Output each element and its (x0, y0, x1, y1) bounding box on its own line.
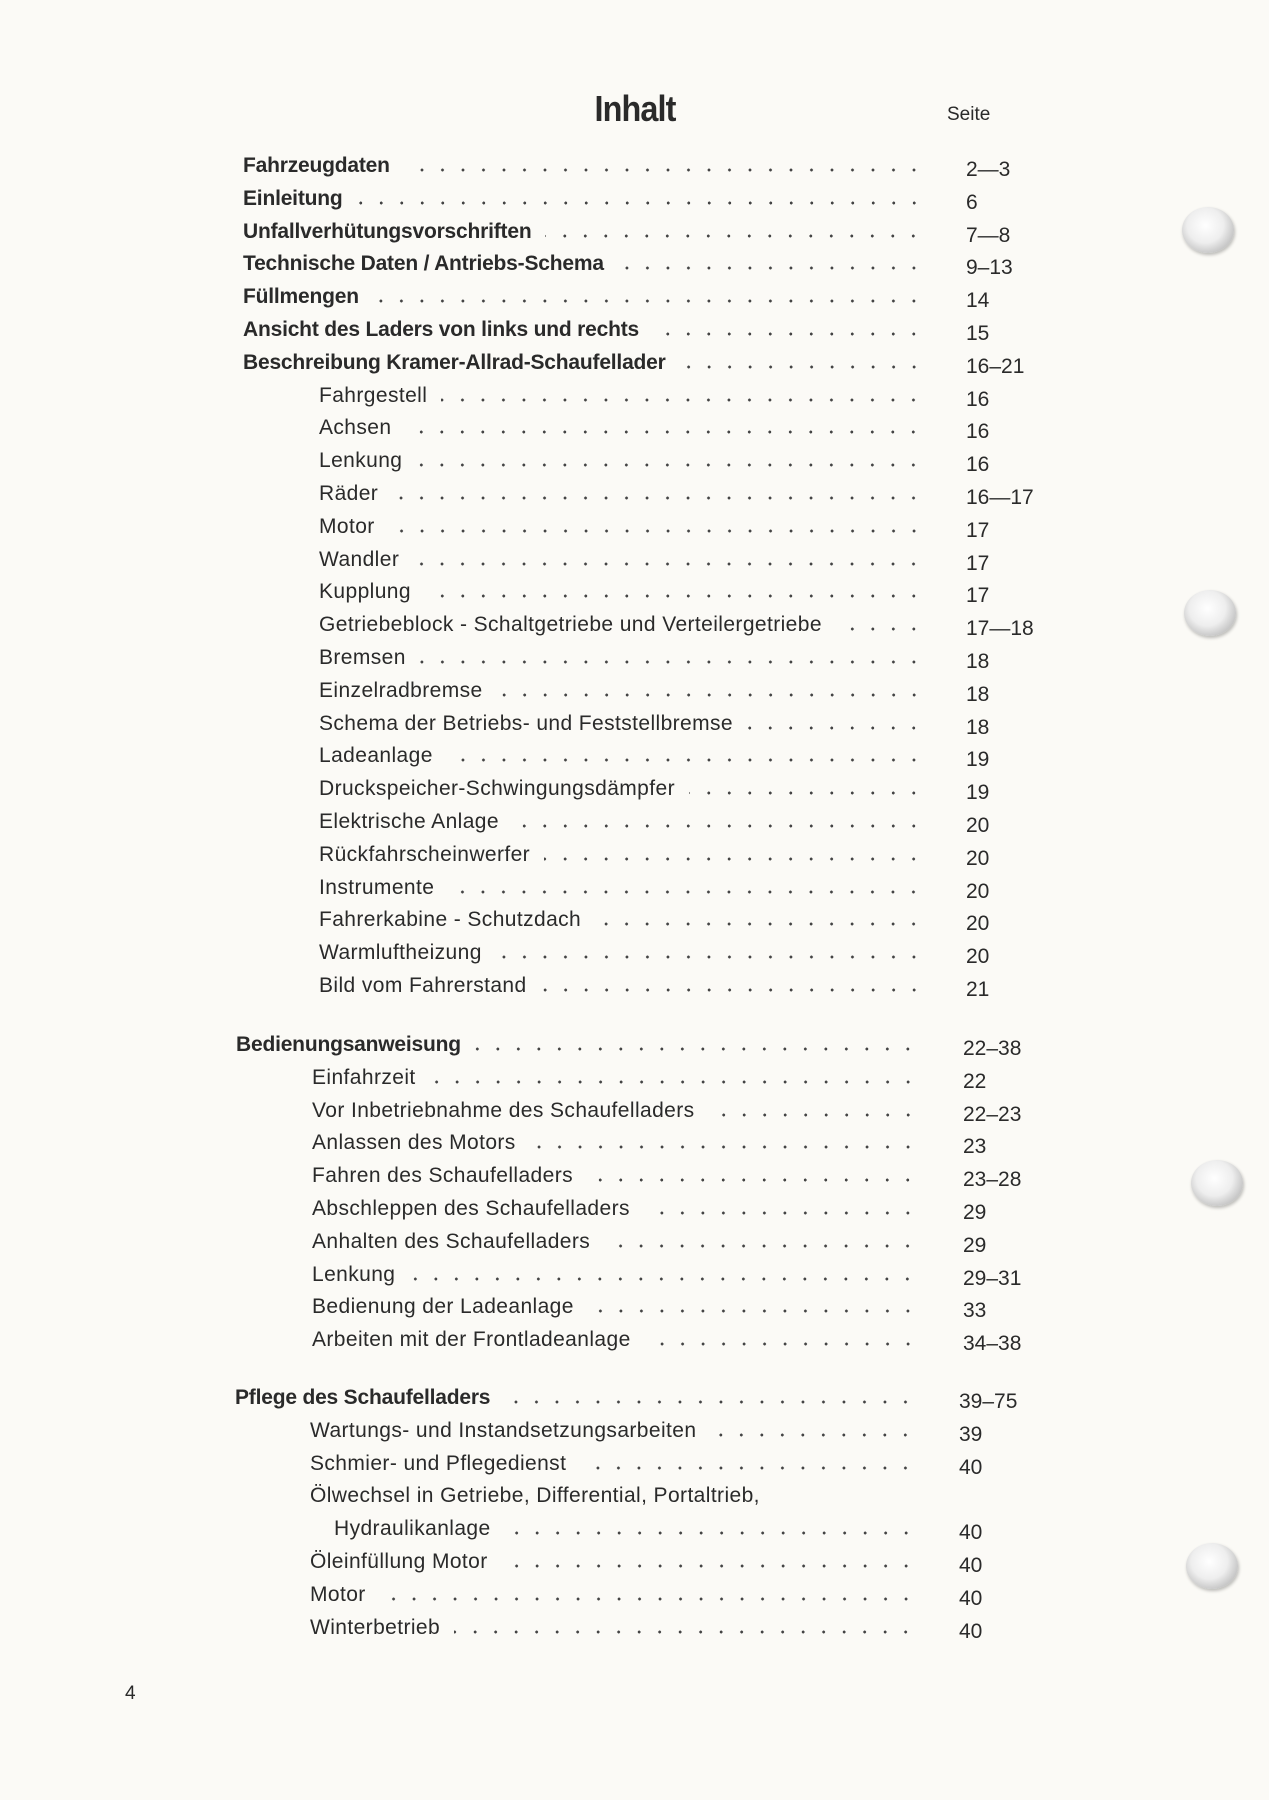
dot-leader (513, 823, 924, 829)
toc-heading (236, 1024, 1022, 1060)
toc-entry (312, 1221, 987, 1257)
entry-title: Ölwechsel in Getriebe, Differential, Portaltrieb, (310, 1484, 760, 1508)
entry-title: Kupplung (319, 580, 411, 604)
page-number: 4 (125, 1683, 136, 1704)
toc-entry (319, 375, 990, 411)
toc-entry (319, 637, 990, 673)
entry-pages: 18 (966, 650, 990, 673)
dot-leader (645, 1341, 918, 1347)
entry-pages: 20 (966, 879, 990, 903)
entry-title: Bild vom Fahrerstand (319, 974, 527, 997)
dot-leader (618, 265, 924, 271)
entry-pages: 17—18 (966, 617, 1034, 641)
dot-leader (710, 1432, 916, 1438)
toc-entry (319, 899, 990, 936)
entry-pages: 18 (966, 682, 990, 706)
toc-entry (319, 539, 990, 575)
toc-heading (235, 1377, 1018, 1413)
entry-pages: 34–38 (963, 1332, 1022, 1356)
toc-entry (319, 604, 1034, 641)
dot-leader (497, 692, 924, 698)
entry-pages: 39–75 (959, 1390, 1018, 1413)
entry-pages: 17 (966, 551, 990, 575)
dot-leader (836, 626, 924, 632)
dot-leader (587, 1177, 918, 1183)
toc-entry (319, 571, 990, 608)
entry-title: Einfahrzeit (312, 1065, 416, 1089)
entry-title: Schmier- und Pflegedienst (310, 1451, 567, 1475)
punch-hole (1182, 207, 1234, 253)
dot-leader (689, 790, 924, 796)
dot-leader (544, 856, 924, 862)
dot-leader (653, 331, 924, 337)
entry-title: Ansicht des Laders von links und rechts (243, 318, 639, 341)
dot-leader (430, 1079, 918, 1085)
entry-title: Unfallverhütungsvorschriften (243, 219, 532, 243)
entry-pages: 16 (966, 453, 990, 477)
entry-pages: 33 (963, 1299, 987, 1323)
entry-pages: 22 (963, 1069, 987, 1093)
entry-pages: 20 (966, 912, 990, 936)
toc-entry (319, 735, 990, 772)
entry-pages: 6 (966, 190, 978, 214)
dot-leader (545, 233, 924, 239)
dot-leader (380, 1596, 916, 1602)
toc-heading (243, 211, 1011, 247)
entry-title: Vor Inbetriebnahme des Schaufelladers (312, 1098, 695, 1122)
punch-hole (1184, 590, 1236, 636)
dot-leader (447, 757, 924, 763)
toc-entry (319, 506, 990, 542)
toc-entry (310, 1443, 983, 1479)
entry-pages: 23–28 (963, 1168, 1022, 1192)
dot-leader (505, 1530, 916, 1536)
entry-title: Schema der Betriebs- und Feststellbremse (319, 711, 734, 735)
entry-pages: 22–23 (963, 1102, 1022, 1126)
entry-title: Druckspeicher-Schwingungsdämpfer (319, 777, 675, 801)
entry-pages: 40 (959, 1455, 983, 1479)
entry-pages: 20 (966, 945, 990, 969)
dot-leader (502, 1563, 916, 1569)
entry-title: Rückfahrscheinwerfer (319, 842, 531, 866)
entry-pages: 29 (963, 1201, 987, 1224)
dot-leader (496, 954, 924, 960)
toc-entry (312, 1188, 987, 1224)
dot-leader (373, 298, 924, 304)
entry-pages: 29–31 (963, 1266, 1022, 1290)
entry-title: Achsen (319, 416, 392, 440)
toc-entry (319, 407, 990, 444)
entry-title: Getriebeblock - Schaltgetriebe und Verteilergetriebe (319, 613, 822, 637)
entry-title: Hydraulikanlage (334, 1517, 491, 1541)
entry-title: Lenkung (319, 449, 403, 473)
entry-pages: 16 (966, 420, 990, 444)
toc-entry (312, 1122, 987, 1159)
dot-leader (413, 561, 924, 567)
dot-leader (709, 1112, 918, 1118)
dot-leader (541, 987, 924, 993)
dot-leader (644, 1210, 918, 1216)
toc-entry (319, 801, 990, 837)
toc-entry (319, 703, 990, 739)
entry-title: Lenkung (312, 1262, 396, 1286)
entry-title: Anhalten des Schaufelladers (312, 1229, 591, 1253)
toc-entry (319, 932, 990, 969)
entry-pages: 23 (963, 1135, 987, 1159)
toc-heading (243, 276, 990, 313)
entry-pages: 14 (966, 289, 990, 313)
entry-title: Einzelradbremse (319, 678, 483, 702)
toc-entry (319, 473, 1034, 509)
dot-leader (580, 1465, 916, 1471)
toc-entry (310, 1574, 983, 1610)
toc-heading (243, 309, 990, 345)
entry-title: Bedienungsanweisung (236, 1033, 461, 1056)
entry-pages: 18 (966, 715, 990, 739)
entry-pages: 19 (966, 781, 990, 805)
entry-pages: 20 (966, 846, 990, 870)
toc-entry (312, 1057, 987, 1093)
punch-hole (1186, 1543, 1238, 1589)
entry-pages: 15 (966, 322, 990, 345)
dot-leader (475, 1046, 918, 1052)
dot-leader (530, 1144, 918, 1150)
entry-pages: 17 (966, 584, 990, 608)
toc-entry (334, 1508, 983, 1545)
entry-title: Einleitung (243, 186, 343, 210)
entry-title: Motor (319, 514, 375, 538)
dot-leader (405, 429, 924, 435)
dot-leader (595, 921, 924, 927)
entry-pages: 16–21 (966, 354, 1025, 378)
entry-title: Bremsen (319, 646, 406, 669)
dot-leader (392, 495, 924, 501)
entry-title: Wartungs- und Instandsetzungsarbeiten (310, 1418, 697, 1442)
toc-entry (310, 1410, 983, 1446)
toc-entry (319, 768, 990, 805)
dot-leader (588, 1308, 918, 1314)
entry-pages: 16—17 (966, 486, 1034, 509)
dot-leader (409, 1276, 918, 1282)
entry-pages: 40 (959, 1521, 983, 1545)
entry-pages: 22–38 (963, 1037, 1022, 1060)
entry-title: Warmluftheizung (319, 941, 482, 965)
toc-entry (312, 1319, 1022, 1356)
entry-pages: 21 (966, 978, 990, 1001)
dot-leader (747, 725, 924, 731)
page-column-label: Seite (947, 104, 991, 125)
toc-entry (310, 1541, 983, 1577)
entry-title: Öleinfüllung Motor (310, 1550, 488, 1573)
entry-title: Arbeiten mit der Frontladeanlage (312, 1328, 631, 1352)
entry-title: Elektrische Anlage (319, 810, 499, 833)
entry-title: Anlassen des Motors (312, 1131, 516, 1155)
entry-pages: 20 (966, 814, 990, 837)
dot-leader (454, 1629, 916, 1635)
dot-leader (420, 659, 924, 665)
toc-entry (319, 834, 990, 870)
toc-entry (310, 1607, 983, 1643)
entry-title: Füllmengen (243, 285, 359, 309)
entry-pages: 40 (959, 1586, 983, 1610)
dot-leader (357, 200, 925, 206)
entry-pages: 39 (959, 1422, 983, 1446)
entry-pages: 17 (966, 518, 990, 542)
toc-heading (243, 342, 1025, 378)
toc-entry (319, 670, 990, 706)
dot-leader (416, 462, 924, 468)
toc-entry (319, 867, 990, 903)
entry-pages: 9–13 (966, 256, 1013, 280)
toc-entry (319, 440, 990, 477)
dot-leader (404, 167, 924, 173)
entry-title: Bedienung der Ladeanlage (312, 1295, 574, 1319)
toc-heading (243, 145, 1011, 181)
page-title: Inhalt (594, 88, 676, 129)
toc-entry (312, 1090, 1022, 1126)
toc-entry (319, 965, 990, 1001)
entry-pages: 19 (966, 748, 990, 772)
entry-title: Fahrerkabine - Schutzdach (319, 908, 582, 932)
entry-title: Ladeanlage (319, 744, 433, 768)
entry-pages: 40 (959, 1619, 983, 1643)
entry-title: Fahrzeugdaten (243, 154, 390, 177)
entry-title: Fahrgestell (319, 383, 428, 407)
dot-leader (604, 1243, 918, 1249)
entry-title: Instrumente (319, 875, 435, 899)
dot-leader (389, 528, 924, 534)
dot-leader (504, 1399, 916, 1405)
dot-leader (448, 889, 924, 895)
toc-heading (243, 178, 978, 214)
entry-title: Beschreibung Kramer-Allrad-Schaufellader (243, 350, 666, 374)
entry-title: Fahren des Schaufelladers (312, 1164, 573, 1188)
punch-hole (1191, 1160, 1243, 1206)
entry-title: Technische Daten / Antriebs-Schema (243, 252, 604, 276)
entry-title: Motor (310, 1582, 366, 1606)
entry-title: Abschleppen des Schaufelladers (312, 1197, 630, 1220)
toc-entry (312, 1254, 1022, 1290)
toc-entry (312, 1286, 987, 1323)
entry-pages: 29 (963, 1233, 987, 1257)
entry-pages: 40 (959, 1554, 983, 1577)
entry-title: Wandler (319, 547, 400, 571)
dot-leader (441, 397, 924, 403)
toc-heading (243, 243, 1013, 280)
toc-entry (310, 1475, 926, 1508)
entry-pages: 2—3 (966, 158, 1011, 181)
toc-entry (312, 1155, 1022, 1192)
entry-title: Pflege des Schaufelladers (235, 1386, 491, 1409)
entry-title: Winterbetrieb (310, 1615, 441, 1639)
dot-leader (680, 364, 924, 370)
entry-title: Räder (319, 482, 379, 505)
entry-pages: 16 (966, 387, 990, 411)
dot-leader (425, 593, 924, 599)
entry-pages: 7—8 (966, 223, 1011, 247)
